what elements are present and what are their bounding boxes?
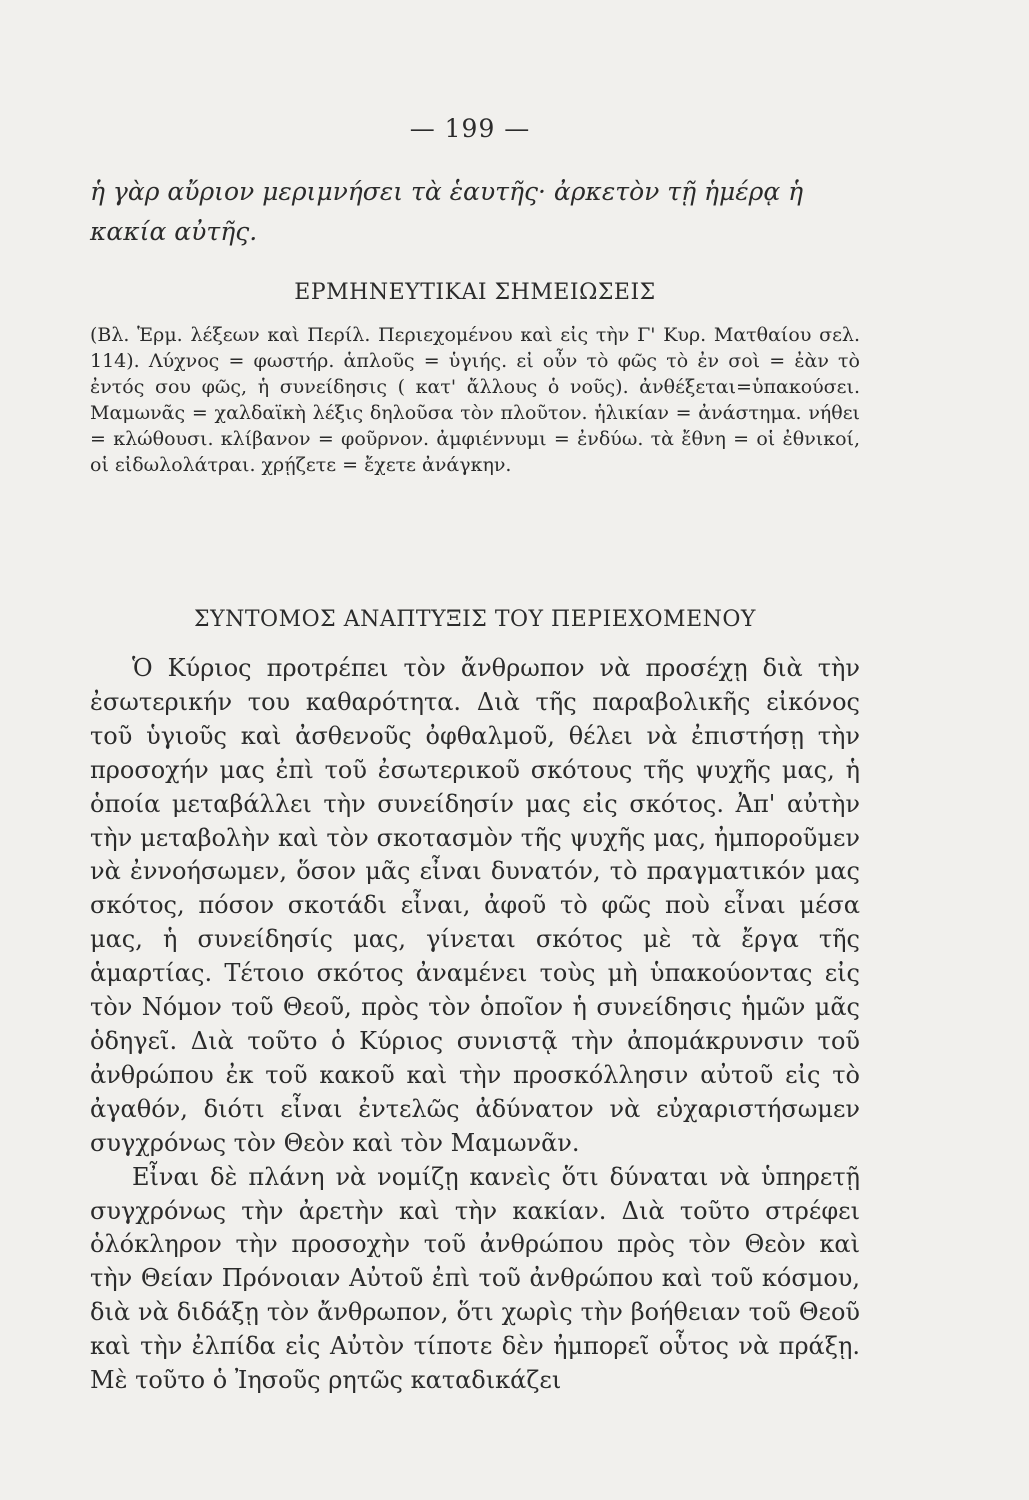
quote-text: ἡ γὰρ αὔριον μεριμνήσει τὰ ἑαυτῆς· ἀρκετὸν τῇ ἡμέρᾳ ἡ κακία αὐτῆς. [90, 177, 804, 246]
summary-body [90, 652, 860, 1398]
scripture-quote [90, 172, 860, 252]
notes-text: (Βλ. Ἑρμ. λέξεων καὶ Περίλ. Περιεχομένου καὶ εἰς τὴν Γ' Κυρ. Ματθαίου σελ. 114). Λύχνος = φωστήρ. ἁπλοῦς = ὑγιής. εἰ οὖν τὸ φῶς τὸ ἐν σοὶ = ἐὰν τὸ ἐντός σου φῶς, ἡ συνείδησις ( κατ' ἄλλους ὁ νοῦς). ἀνθέξεται=ὑπακούσει. Μαμωνᾶς = χαλδαϊκὴ λέξις δηλοῦσα τὸν πλοῦτον. ἡλικίαν = ἀνάστημα. νήθει = κλώθουσι. κλίβανον = φοῦρνον. ἀμφιέννυμι = ἐνδύω. τὰ ἔθνη = οἱ ἐθνικοί, οἱ εἰδωλολάτραι. χρῄζετε = ἔχετε ἀνάγκην. [90, 324, 860, 476]
interpretive-notes [90, 322, 860, 478]
summary-paragraph-1: Ὁ Κύριος προτρέπει τὸν ἄνθρωπον νὰ προσέχῃ διὰ τὴν ἐσωτερικήν του καθαρότητα. Διὰ τῆς παραβολικῆς εἰκόνος τοῦ ὑγιοῦς καὶ ἀσθενοῦς ὀφθαλμοῦ, θέλει νὰ ἐπιστήσῃ τὴν προσοχήν μας ἐπὶ τοῦ ἐσωτερικοῦ σκότους τῆς ψυχῆς μας, ἡ ὁποία μεταβάλλει τὴν συνείδησίν μας εἰς σκότος. Ἀπ' αὐτὴν τὴν μεταβολὴν καὶ τὸν σκοτασμὸν τῆς ψυχῆς μας, ἠμποροῦμεν νὰ ἐννοήσωμεν, ὅσον μᾶς εἶναι δυνατόν, τὸ πραγματικόν μας σκότος, πόσον σκοτάδι εἶναι, ἀφοῦ τὸ φῶς ποὺ εἶναι μέσα μας, ἡ συνείδησίς μας, γίνεται σκότος μὲ τὰ ἔργα τῆς ἁμαρτίας. Τέτοιο σκότος ἀναμένει τοὺς μὴ ὑπακούοντας εἰς τὸν Νόμον τοῦ Θεοῦ, πρὸς τὸν ὁποῖον ἡ συνείδησις ἡμῶν μᾶς ὁδηγεῖ. Διὰ τοῦτο ὁ Κύριος συνιστᾷ τὴν ἀπομάκρυνσιν τοῦ ἀνθρώπου ἐκ τοῦ κακοῦ καὶ τὴν προσκόλλησιν αὐτοῦ εἰς τὸ ἀγαθόν, διότι εἶναι ἐντελῶς ἀδύνατον νὰ εὐχαριστήσωμεν συγχρόνως τὸν Θεὸν καὶ τὸν Μαμωνᾶν. [90, 654, 860, 1157]
notes-heading: ΕΡΜΗΝΕΥΤΙΚΑΙ ΣΗΜΕΙΩΣΕΙΣ [294, 280, 656, 305]
page-number: — 199 — [409, 114, 531, 143]
summary-paragraph-2: Εἶναι δὲ πλάνη νὰ νομίζῃ κανεὶς ὅτι δύναται νὰ ὑπηρετῇ συγχρόνως τὴν ἀρετὴν καὶ τὴν κακίαν. Διὰ τοῦτο στρέφει ὁλόκληρον τὴν προσοχὴν τοῦ ἀνθρώπου πρὸς τὸν Θεὸν καὶ τὴν Θείαν Πρόνοιαν Αὐτοῦ ἐπὶ τοῦ ἀνθρώπου καὶ τοῦ κόσμου, διὰ νὰ διδάξῃ τὸν ἄνθρωπον, ὅτι χωρὶς τὴν βοήθειαν τοῦ Θεοῦ καὶ τὴν ἐλπίδα εἰς Αὐτὸν τίποτε δὲν ἠμπορεῖ οὗτος νὰ πράξῃ. Μὲ τοῦτο ὁ Ἰησοῦς ρητῶς καταδικάζει [90, 1162, 860, 1395]
summary-heading: ΣΥΝΤΟΜΟΣ ΑΝΑΠΤΥΞΙΣ ΤΟΥ ΠΕΡΙΕΧΟΜΕΝΟΥ [194, 607, 756, 632]
